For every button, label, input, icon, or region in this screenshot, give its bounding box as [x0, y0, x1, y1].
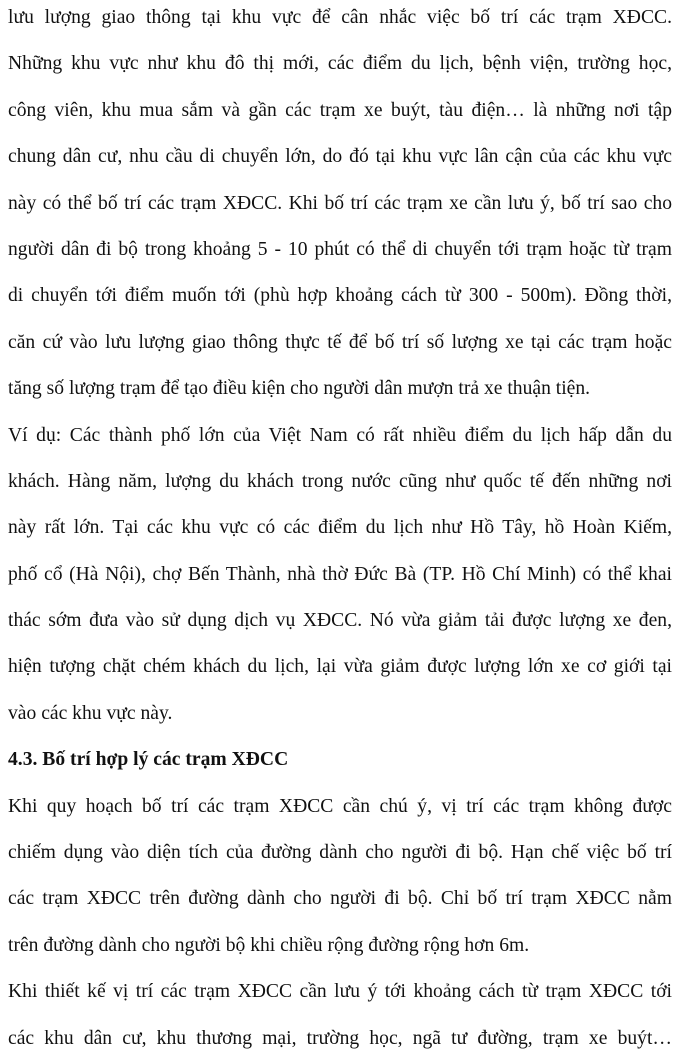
text-line: công viên, khu mua sắm và gần các trạm xe buýt, tàu điện… là những nơi tập	[8, 99, 672, 121]
text-line: Khi quy hoạch bố trí các trạm XĐCC cần chú ý, vị trí các trạm không được	[8, 795, 672, 817]
text-line: phố cổ (Hà Nội), chợ Bến Thành, nhà thờ Đức Bà (TP. Hồ Chí Minh) có thể khai	[8, 563, 672, 585]
section-heading: 4.3. Bố trí hợp lý các trạm XĐCC	[8, 749, 289, 771]
text-line: các khu dân cư, khu thương mại, trường học, ngã tư đường, trạm xe buýt…	[8, 1027, 672, 1049]
text-line: vào các khu vực này.	[8, 702, 173, 724]
text-line: các trạm XĐCC trên đường dành cho người đi bộ. Chỉ bố trí trạm XĐCC nằm	[8, 888, 672, 910]
text-line: lưu lượng giao thông tại khu vực để cân nhắc việc bố trí các trạm XĐCC.	[8, 7, 672, 28]
text-line: người dân đi bộ trong khoảng 5 - 10 phút có thể di chuyển tới trạm hoặc từ trạm	[8, 238, 672, 260]
paragraph-station-placement	[8, 0, 672, 413]
text-line: chiếm dụng vào diện tích của đường dành cho người đi bộ. Hạn chế việc bố trí	[8, 842, 672, 864]
text-line: Những khu vực như khu đô thị mới, các điểm du lịch, bệnh viện, trường học,	[8, 53, 672, 75]
text-line: trên đường dành cho người bộ khi chiều rộng đường rộng hơn 6m.	[8, 934, 530, 956]
text-line: tăng số lượng trạm để tạo điều kiện cho người dân mượn trả xe thuận tiện.	[8, 378, 591, 400]
paragraph-example	[8, 413, 672, 738]
document-page	[8, 0, 672, 1062]
paragraph-design	[8, 969, 672, 1062]
text-line: hiện tượng chặt chém khách du lịch, lại vừa giảm được lượng lớn xe cơ giới tại	[8, 656, 672, 678]
text-line: này có thể bố trí các trạm XĐCC. Khi bố trí các trạm xe cần lưu ý, bố trí sao cho	[8, 192, 672, 214]
text-line: Khi thiết kế vị trí các trạm XĐCC cần lưu ý tới khoảng cách từ trạm XĐCC tới	[8, 981, 672, 1003]
text-line: Ví dụ: Các thành phố lớn của Việt Nam có rất nhiều điểm du lịch hấp dẫn du	[8, 424, 672, 446]
text-line: di chuyển tới điểm muốn tới (phù hợp khoảng cách từ 300 - 500m). Đồng thời,	[8, 285, 672, 307]
text-line: thác sớm đưa vào sử dụng dịch vụ XĐCC. Nó vừa giảm tải được lượng xe đen,	[8, 610, 672, 632]
text-line: khách. Hàng năm, lượng du khách trong nước cũng như quốc tế đến những nơi	[8, 470, 672, 492]
paragraph-planning	[8, 784, 672, 970]
text-line: này rất lớn. Tại các khu vực có các điểm du lịch như Hồ Tây, hồ Hoàn Kiếm,	[8, 517, 672, 539]
text-line: chung dân cư, nhu cầu di chuyển lớn, do đó tại khu vực lân cận của các khu vực	[8, 146, 672, 168]
text-line: căn cứ vào lưu lượng giao thông thực tế để bố trí số lượng xe tại các trạm hoặc	[8, 331, 672, 353]
